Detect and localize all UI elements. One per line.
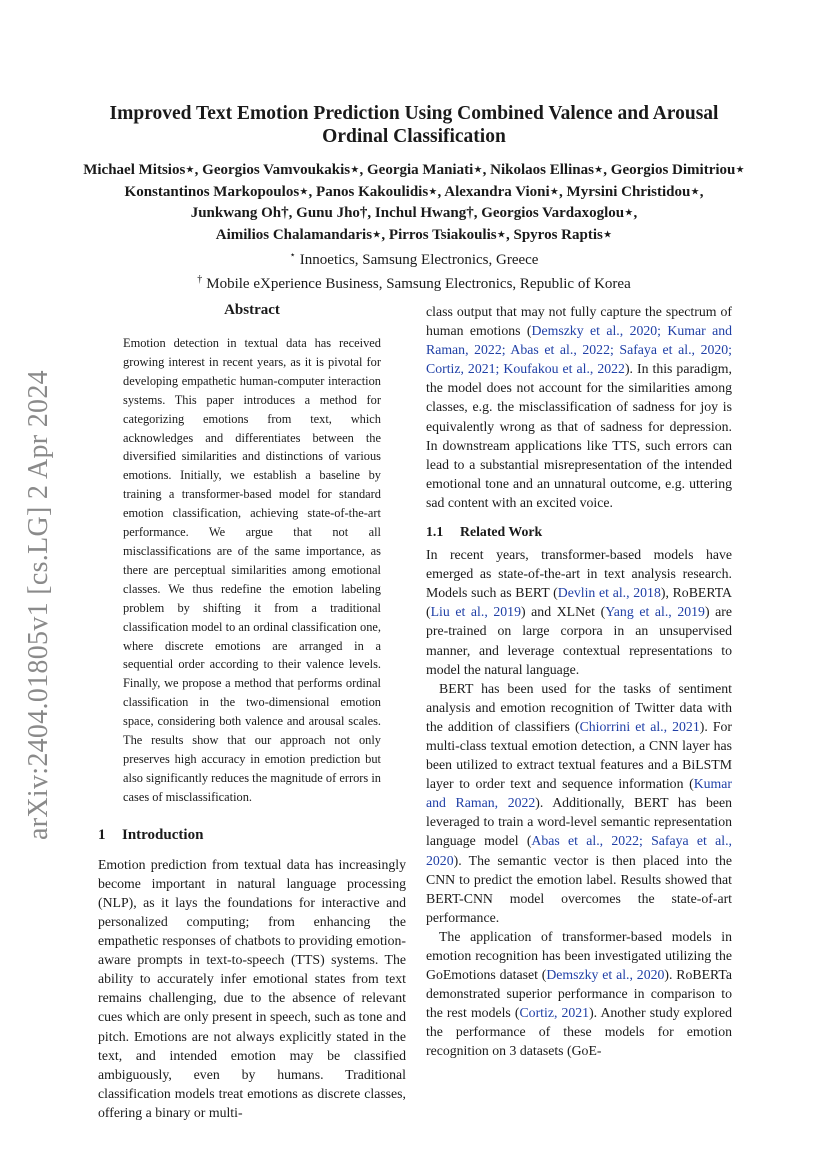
citation-link[interactable]: Devlin et al., 2018 bbox=[557, 585, 661, 601]
subsection-heading-related-work bbox=[426, 522, 732, 541]
subsection-number: 1.1 bbox=[426, 524, 444, 540]
title-line-1: Improved Text Emotion Prediction Using Combined Valence and Arousal bbox=[109, 103, 719, 124]
paper-title bbox=[80, 102, 748, 148]
introduction-paragraph: Emotion prediction from textual data has increasingly become important in natural language processing (NLP), as it lays the foundations for interactive and personalized computing; from enhancing the empathetic responses of chatbots to providing emotion-aware prompts in text-to-speech (TTS) systems. The ability to accurately infer emotional states from text remains challenging, due to the absence of relevant cues which are only present in speech, such as tone and pitch. Emotions are not always explicitly stated in the text, and intended emotion may be classified ambiguously, even by humans. Traditional classification models treat emotions as discrete classes, offering a binary or multi- bbox=[98, 856, 406, 1120]
text-run: In recent years, transformer-based models have emerged as state-of-the-art in text analysis research. Models such as BERT ( bbox=[426, 547, 732, 601]
affiliation-2-text: Mobile eXperience Business, Samsung Electronics, Republic of Korea bbox=[206, 276, 631, 292]
right-paragraph-4 bbox=[426, 927, 732, 1061]
left-column bbox=[98, 300, 406, 1122]
text-run: ). The semantic vector is then placed into the CNN to predict the emotion label. Results showed that BERT-CNN model overcomes the state-of-art performance. bbox=[426, 852, 732, 925]
citation-link[interactable]: Kumar and Raman, 2022 bbox=[426, 776, 732, 811]
text-run: ). Additionally, BERT has been leveraged to train a word-level semantic representation language model ( bbox=[426, 795, 732, 849]
text-run: ), RoBERTA ( bbox=[426, 585, 732, 620]
citation-link[interactable]: Liu et al., 2019 bbox=[430, 604, 521, 620]
right-column bbox=[426, 302, 732, 1061]
text-run: ). RoBERTa demonstrated superior performance in comparison to the rest models ( bbox=[426, 967, 732, 1021]
text-run: ). Another study explored the performance of these models for emotion recognition on 3 datasets (GoE- bbox=[426, 1005, 732, 1059]
author-line-1: Michael Mitsios⋆, Georgios Vamvoukakis⋆, Georgia Maniati⋆, Nikolaos Ellinas⋆, Georgios Dimitriou⋆ bbox=[83, 162, 745, 178]
arxiv-identifier: arXiv:2404.01805v1 [cs.LG] 2 Apr 2024 bbox=[23, 370, 54, 840]
text-run: ) and XLNet ( bbox=[520, 604, 606, 620]
author-block bbox=[40, 160, 788, 294]
text-run: ). For multi-class textual emotion detection, a CNN layer has been utilized to extract textual features and a BiLSTM layer to order text and sequence information ( bbox=[426, 718, 733, 792]
subsection-title: Related Work bbox=[460, 524, 543, 540]
affiliation-2 bbox=[40, 270, 788, 294]
text-run: ) are pre-trained on large corpora in an unsupervised manner, and leverage contextual representations to model the natural language. bbox=[426, 604, 732, 677]
right-paragraph-2 bbox=[426, 545, 732, 679]
abstract-heading: Abstract bbox=[224, 302, 280, 318]
affiliation-1-mark: ⋆ bbox=[289, 250, 296, 261]
citation-link[interactable]: Chiorrini et al., 2021 bbox=[579, 718, 700, 734]
citation-link[interactable]: Demszky et al., 2020; Kumar and Raman, 2022; Abas et al., 2022; Safaya et al., 2020; Cortiz, 2021; Koufakou et al., 2022 bbox=[426, 323, 732, 377]
section-title: Introduction bbox=[122, 826, 204, 843]
citation-link[interactable]: Demszky et al., 2020 bbox=[546, 967, 665, 983]
author-line-2: Konstantinos Markopoulos⋆, Panos Kakoulidis⋆, Alexandra Vioni⋆, Myrsini Christidou⋆, bbox=[124, 183, 704, 200]
author-line-3: Junkwang Oh†, Gunu Jho†, Inchul Hwang†, Georgios Vardaxoglou⋆, bbox=[190, 205, 638, 221]
text-run: BERT has been used for the tasks of sentiment analysis and emotion recognition of Twitter data with the addition of classifiers ( bbox=[426, 680, 732, 734]
affiliation-1 bbox=[40, 246, 788, 270]
text-run: ). In this paradigm, the model does not account for the similarities among classes, e.g. the misclassification of sadness for joy is equivalently wrong as that of sadness for depression. In downstream applications like TTS, such errors can lead to a substantial misrepresentation of the intended emotional tone and an unnatural outcome, e.g. uttering sad content with an excited voice. bbox=[426, 361, 732, 510]
right-paragraph-3 bbox=[426, 679, 732, 927]
affiliation-2-mark: † bbox=[197, 274, 203, 285]
citation-link[interactable]: Cortiz, 2021 bbox=[519, 1005, 590, 1021]
text-run: class output that may not fully capture the spectrum of human emotions ( bbox=[426, 304, 732, 339]
text-run: The application of transformer-based models in emotion recognition has been investigated utilizing the GoEmotions dataset ( bbox=[426, 928, 732, 983]
title-line-2: Ordinal Classification bbox=[322, 126, 506, 147]
author-line-4: Aimilios Chalamandaris⋆, Pirros Tsiakoulis⋆, Spyros Raptis⋆ bbox=[215, 226, 613, 243]
abstract-text: Emotion detection in textual data has received growing interest in recent years, as it is pivotal for developing empathetic human-computer interaction systems. This paper introduces a method for categorizing emotions from text, which acknowledges and differentiates between the diversified similarities and distinctions of various emotions. Initially, we establish a baseline by training a transformer-based model for standard emotion classification, achieving state-of-the-art performance. We argue that not all misclassifications are of the same importance, as there are perceptual similarities among emotional classes. We thus redefine the emotion labeling problem by shifting it from a traditional classification model to an ordinal classification one, where discrete emotions are arranged in a sequential order according to their valence levels. Finally, we propose a method that performs ordinal classification in the two-dimensional emotion space, considering both valence and arousal scales. The results show that our approach not only preserves high accuracy in emotion prediction but also significantly reduces the magnitude of errors in cases of misclassification. bbox=[123, 336, 381, 804]
section-heading-introduction bbox=[98, 825, 406, 845]
citation-link[interactable]: Abas et al., 2022; Safaya et al., 2020 bbox=[426, 833, 732, 868]
affiliation-1-text: Innoetics, Samsung Electronics, Greece bbox=[299, 252, 539, 268]
right-paragraph-1 bbox=[426, 302, 732, 512]
citation-link[interactable]: Yang et al., 2019 bbox=[605, 604, 705, 620]
section-number: 1 bbox=[98, 826, 106, 843]
